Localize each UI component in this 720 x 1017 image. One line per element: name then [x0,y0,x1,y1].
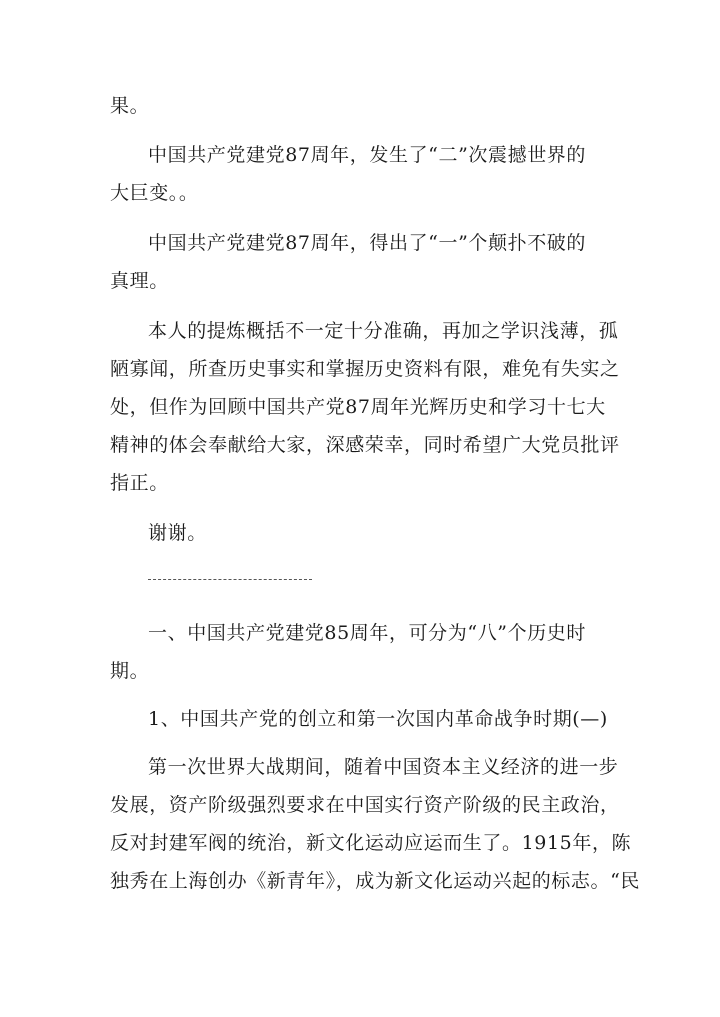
text-line: 指正。 [110,472,169,494]
text-line: 谢谢。 [148,522,207,544]
text-line: 果。 [110,95,150,117]
paragraph-period-heading [110,700,610,738]
paragraph-thanks [110,514,610,552]
text-line: 真理。 [110,270,169,292]
text-line: 本人的提炼概括不一定十分准确，再加之学识浅薄，孤 [148,320,619,342]
text-line: 一、中国共产党建党85周年，可分为“八”个历史时 [148,622,587,644]
paragraph-continuation [110,87,610,125]
text-line: 反对封建军阀的统治，新文化运动应运而生了。1915年，陈 [110,832,632,854]
paragraph-section-heading [110,614,610,690]
text-line: 陋寡闻，所查历史事实和掌握历史资料有限，难免有失实之 [110,358,620,380]
text-line: 精神的体会奉献给大家，深感荣幸，同时希望广大党员批评 [110,434,620,456]
text-line: 大巨变。。 [110,182,199,204]
text-line: 中国共产党建党87周年，发生了“二”次震撼世界的 [148,144,587,166]
text-line: 1、中国共产党的创立和第一次国内革命战争时期(—) [148,708,608,730]
text-line: 处，但作为回顾中国共产党87周年光辉历史和学习十七大 [110,396,606,418]
text-line: 发展，资产阶级强烈要求在中国实行资产阶级的民主政治， [110,794,620,816]
paragraph-one-truth [110,224,610,300]
paragraph-two-changes [110,136,610,212]
dashed-separator [148,579,312,580]
text-line: 第一次世界大战期间，随着中国资本主义经济的进一步 [148,756,619,778]
paragraph-history-body [110,748,641,900]
text-line: 中国共产党建党87周年，得出了“一”个颠扑不破的 [148,232,587,254]
text-line: 期。 [110,660,150,682]
paragraph-author-note [110,312,620,502]
text-line: 独秀在上海创办《新青年》，成为新文化运动兴起的标志。“民 [110,870,641,892]
